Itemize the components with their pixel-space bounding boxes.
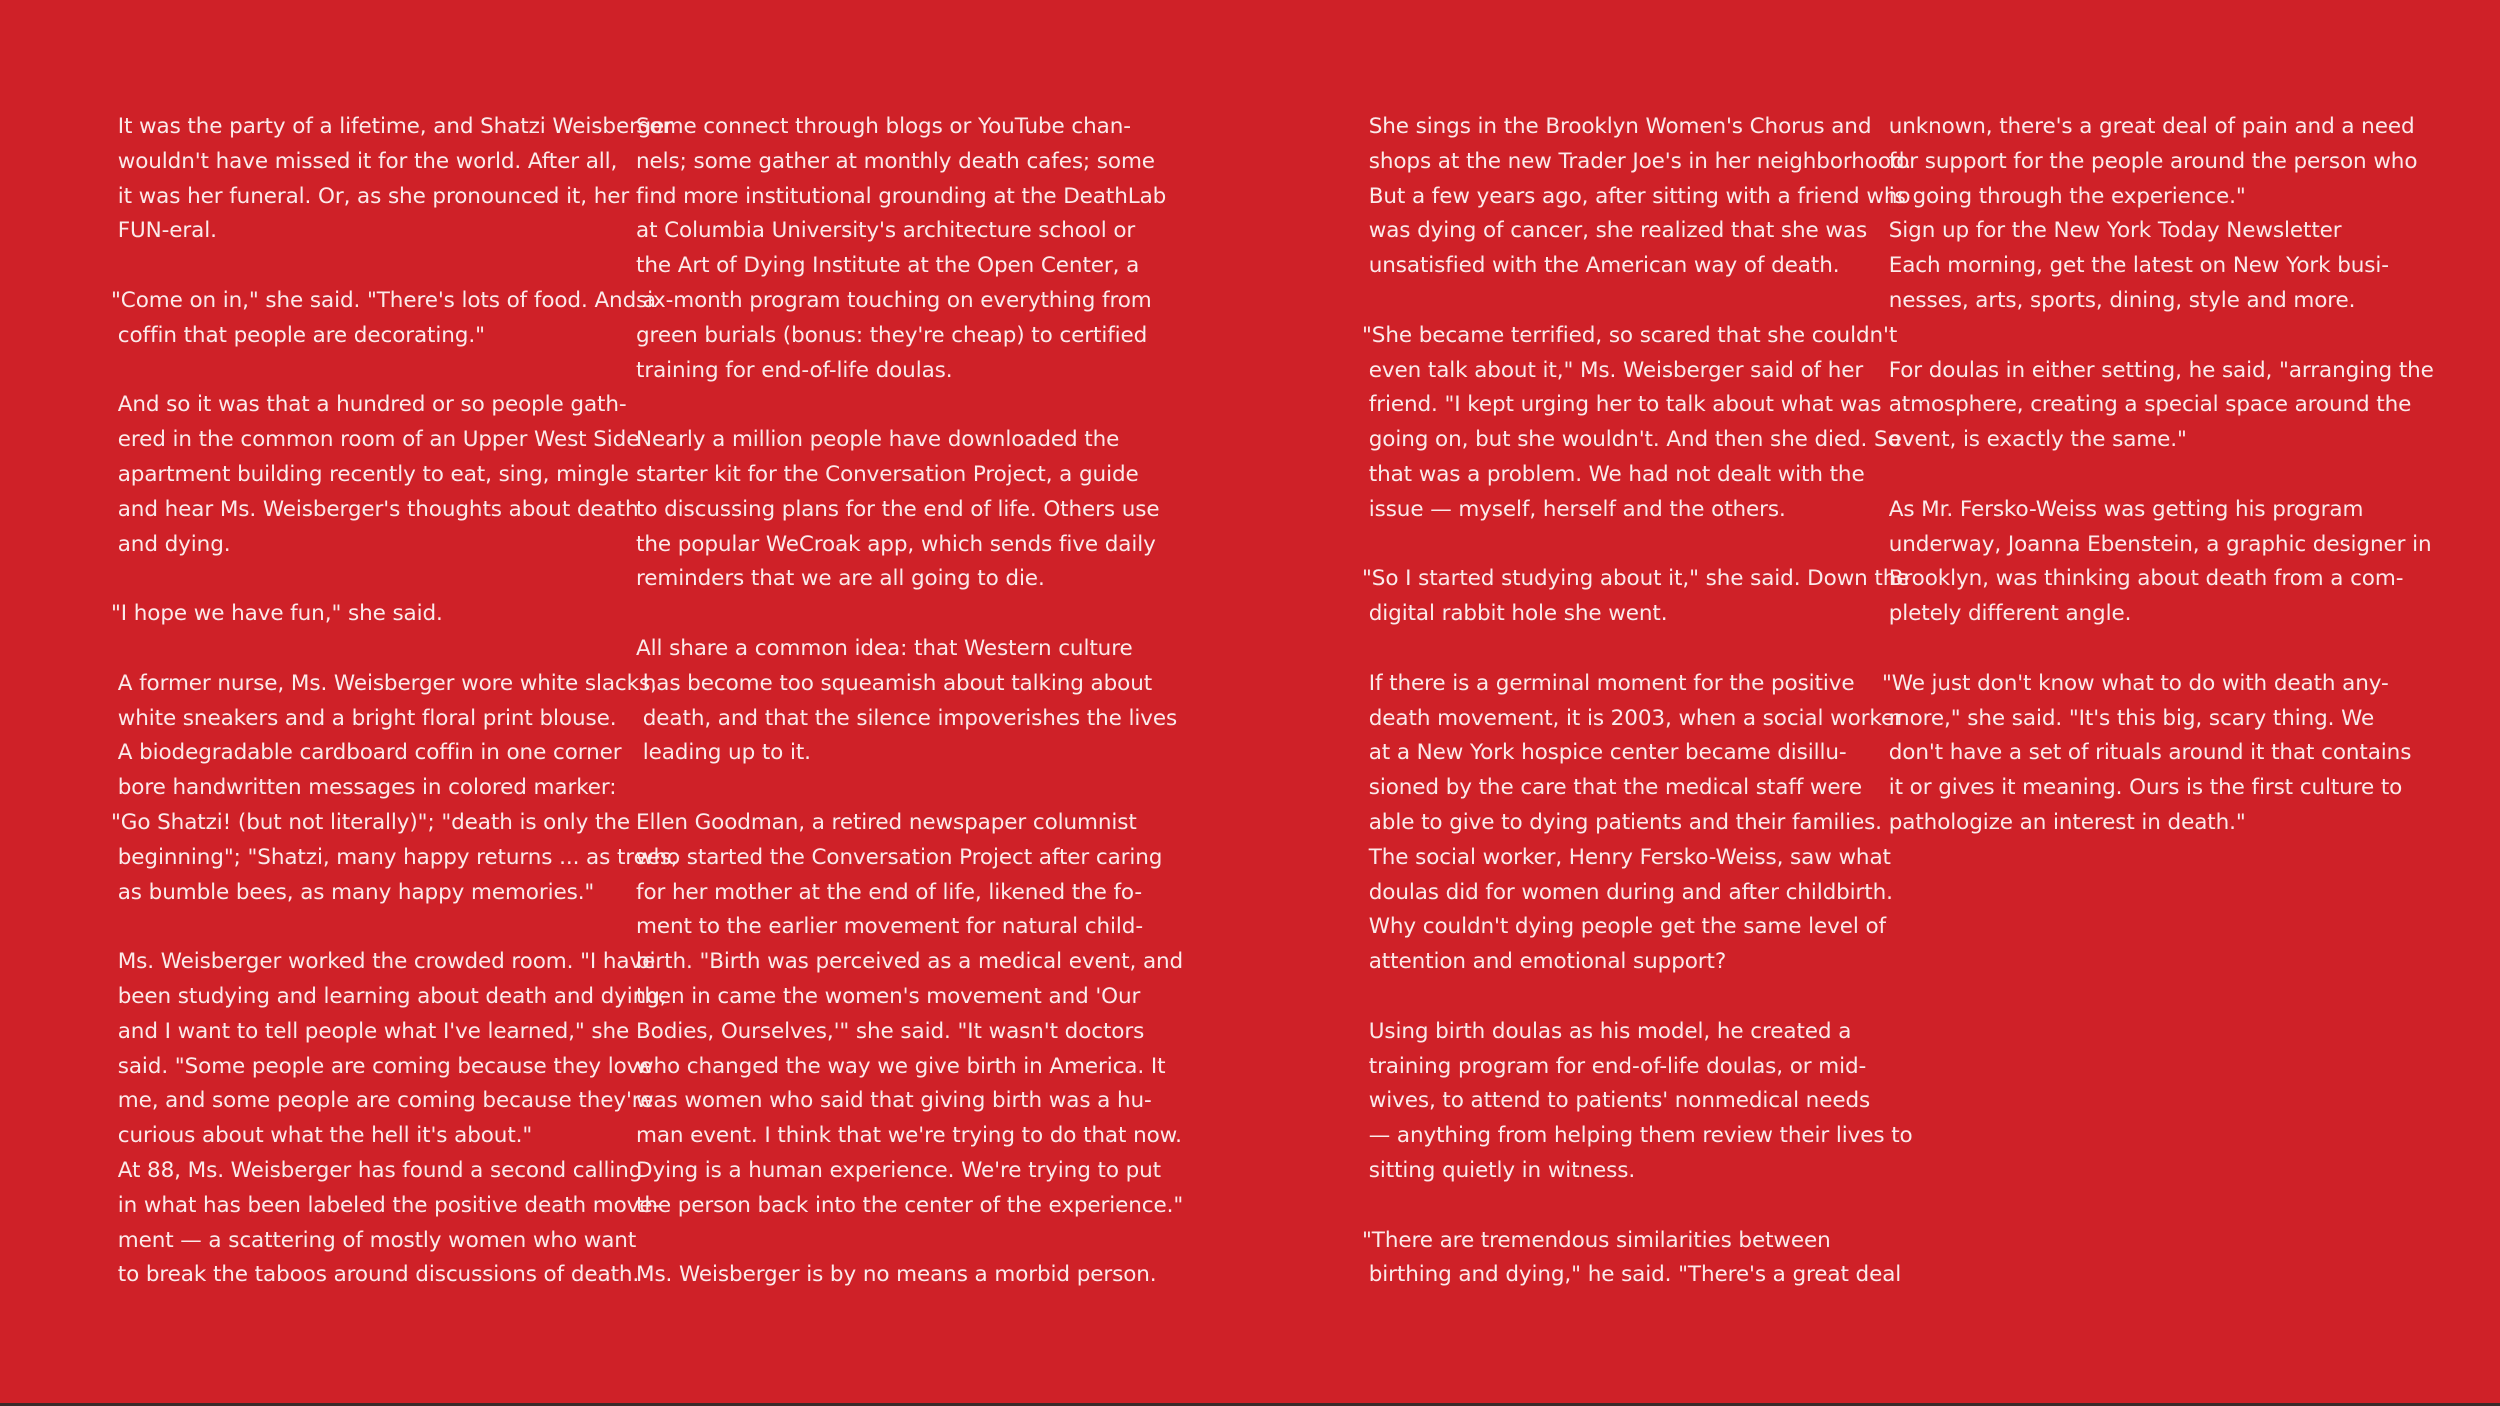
paragraph: She sings in the Brooklyn Women's Chorus and shops at the new Trader Joe's in her neighborhood. But a few years ago, after sitting with a friend who was dying of cancer, she realized that she was unsatisfied with the American way of death. [1368, 114, 1912, 279]
paragraph: Ms. Weisberger is by no means a morbid person. [636, 1262, 1157, 1288]
paragraph: As Mr. Fersko-Weiss was getting his program underway, Joanna Ebenstein, a graphic designer in Brooklyn, was thinking about death from a com- pletely different angle. [1888, 496, 2432, 627]
paragraph: Ellen Goodman, a retired newspaper columnist who started the Conversation Project after caring for her mother at the end of life, likened the fo- ment to the earlier movement for natural child- birth. "Birth was perceived as a medical event, and then in came the women's movement and 'Our Bodies, Ourselves,'" she said. "It wasn't doctors who changed the way we give birth in America. It was women who said that giving birth was a hu- man event. I think that we're trying to do that now. Dying is a human experience. We're trying to put the person back into the center of the experience." [636, 809, 1184, 1218]
paragraph: "So I started studying about it," she said. Down the digital rabbit hole she went. [1362, 566, 1910, 627]
paragraph: Some connect through blogs or YouTube chan- nels; some gather at monthly death cafes; some find more institutional grounding at the DeathLab at Columbia University's architecture school or the Art of Dying Institute at the Open Center, a six-month program touching on everything from green burials (bonus: they're cheap) to certified training for end-of-life doulas. [636, 114, 1167, 383]
paragraph: Ms. Weisberger worked the crowded room. "I have been studying and learning about death and dying, and I want to tell people what I've learned," she said. "Some people are coming because they love me, and some people are coming because they're curious about what the hell it's about." At 88, Ms. Weisberger has found a second calling in what has been labeled the positive death move- ment — a scattering of mostly women who want to break the taboos around discussions of death. [117, 949, 667, 1288]
paragraph: "We just don't know what to do with death any- more," she said. "It's this big, scary thing. We don't have a set of rituals around it that contains it or gives it meaning. Ours is the first culture to pathologize an interest in death." [1882, 670, 2412, 835]
paragraph: "She became terrified, so scared that she couldn't even talk about it," Ms. Weisberger said of her friend. "I kept urging her to talk about what was going on, but she wouldn't. And then she died. So that was a problem. We had not dealt with the issue — myself, herself and the others. [1362, 322, 1901, 522]
paragraph: "There are tremendous similarities between birthing and dying," he said. "There's a great deal [1362, 1227, 1902, 1288]
paragraph: "Come on in," she said. "There's lots of food. And a coffin that people are decorating." [111, 287, 656, 348]
paragraph: A former nurse, Ms. Weisberger wore white slacks, white sneakers and a bright floral print blouse. A biodegradable cardboard coffin in one corner bore handwritten messages in colored marker: "Go Shatzi! (but not literally)"; "death is only the beginning"; "Shatzi, many happy returns ... as trees, as bumble bees, as many happy memories." [111, 670, 678, 905]
paragraph: All share a common idea: that Western culture has become too squeamish about talking about death, and that the silence impoverishes the lives leading up to it. [636, 635, 1178, 766]
paragraph: unknown, there's a great deal of pain and a need for support for the people around the person who is going through the experience." Sign up for the New York Today Newsletter Each morning, get the latest on New York busi- nesses, arts, sports, dining, style and more. [1888, 114, 2418, 313]
text-column-2 [636, 110, 1184, 1293]
text-column-3 [1362, 110, 1913, 1293]
paragraph: It was the party of a lifetime, and Shatzi Weisberger wouldn't have missed it for the world. After all, it was her funeral. Or, as she pronounced it, her FUN-eral. [117, 114, 673, 244]
paragraph: If there is a germinal moment for the positive death movement, it is 2003, when a social worker at a New York hospice center became disillu- sioned by the care that the medical staff were able to give to dying patients and their families. The social worker, Henry Fersko-Weiss, saw what doulas did for women during and after childbirth. Why couldn't dying people get the same level of attention and emotional support? [1368, 670, 1903, 975]
text-column-1 [111, 110, 678, 1293]
paragraph: Using birth doulas as his model, he created a training program for end-of-life doulas, or mid- wives, to attend to patients' nonmedical needs — anything from helping them review their lives to sitting quietly in witness. [1368, 1018, 1913, 1183]
paragraph: And so it was that a hundred or so people gath- ered in the common room of an Upper West Side apartment building recently to eat, sing, mingle and hear Ms. Weisberger's thoughts about death and dying. [117, 392, 640, 557]
paragraph: "I hope we have fun," she said. [111, 601, 443, 627]
paragraph: Nearly a million people have downloaded the starter kit for the Conversation Project, a guide to discussing plans for the end of life. Others use the popular WeCroak app, which sends five daily reminders that we are all going to die. [636, 427, 1160, 592]
paragraph: For doulas in either setting, he said, "arranging the atmosphere, creating a special space around the event, is exactly the same." [1888, 357, 2434, 453]
text-column-4 [1882, 110, 2434, 841]
